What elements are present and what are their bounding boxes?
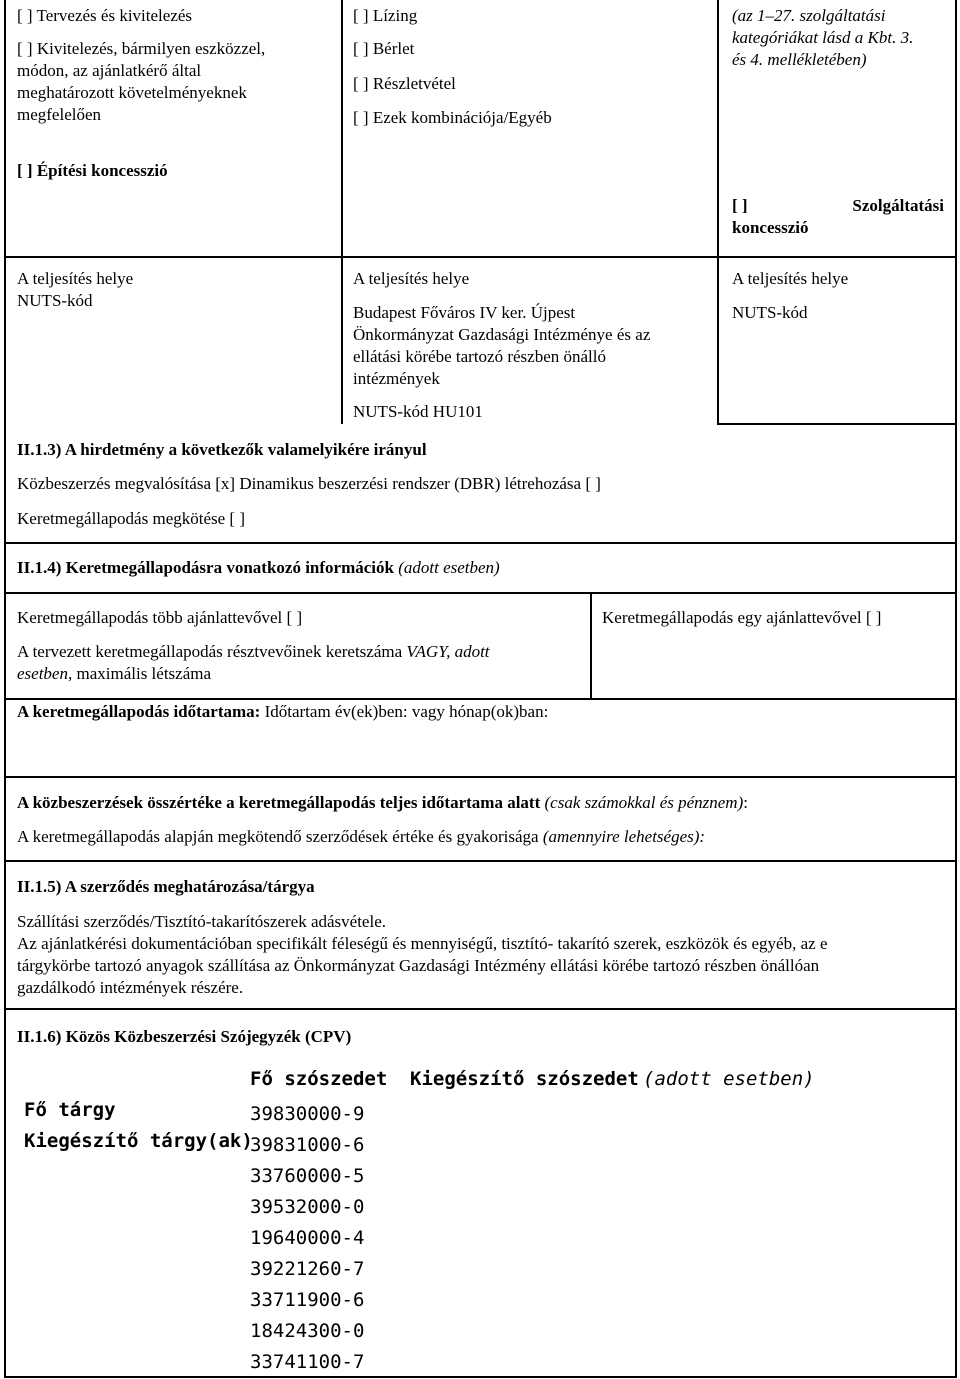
place-line1: Budapest Főváros IV ker. Újpest xyxy=(353,303,576,322)
rule-after-osszerteke xyxy=(4,860,957,862)
option-szolgaltatasi-word: Szolgáltatási xyxy=(852,196,944,215)
nuts-col1-label: A teljesítés helye xyxy=(17,269,134,288)
alapjan-label: A keretmegállapodás alapján megkötendő szerződések értéke és gyakorisága xyxy=(17,827,539,846)
place-line2: Önkormányzat Gazdasági Intézménye és az xyxy=(353,325,651,344)
osszerteke xyxy=(17,792,748,814)
keret-egy: Keretmegállapodás egy ajánlattevővel [ ] xyxy=(602,608,882,627)
section-114-heading xyxy=(17,557,500,579)
option-kivitelezes-line1: [ ] Kivitelezés, bármilyen eszközzel, xyxy=(17,39,266,58)
cpv-code: 33741100-7 xyxy=(250,1351,365,1373)
option-tervezes: [ ] Tervezés és kivitelezés xyxy=(17,6,193,25)
option-kombinacio: [ ] Ezek kombinációja/Egyéb xyxy=(353,108,552,127)
alapjan xyxy=(17,826,705,848)
section-113-heading: II.1.3) A hirdetmény a következők valamelyikére irányul xyxy=(17,440,427,459)
rule-top-row xyxy=(4,256,957,258)
nuts-col1 xyxy=(17,268,133,312)
nuts-col1-code: NUTS-kód xyxy=(17,291,93,310)
rule-after-115 xyxy=(4,1008,957,1010)
nuts-col2-label: A teljesítés helye xyxy=(353,269,470,288)
option-epitesi-koncesszio: [ ] Építési koncesszió xyxy=(17,161,168,180)
cpv-header-kieg-note: (adott esetben) xyxy=(643,1068,815,1090)
osszerteke-colon: : xyxy=(743,793,748,812)
border-left xyxy=(4,0,6,1377)
rule-after-113 xyxy=(4,542,957,544)
option-lizing: [ ] Lízing xyxy=(353,6,418,25)
body-line4: gazdálkodó intézmények részére. xyxy=(17,978,244,997)
body-line1: Szállítási szerződés/Tisztító-takarítószerek adásvétele. xyxy=(17,912,386,931)
cpv-code: 19640000-4 xyxy=(250,1227,365,1249)
section-113-line1: Közbeszerzés megvalósítása [x] Dinamikus beszerzési rendszer (DBR) létrehozása [ ] xyxy=(17,474,601,493)
tervezett-esetben: esetben, xyxy=(17,664,73,683)
body-line3: tárgykörbe tartozó anyagok szállítása az Önkormányzat Gazdasági Intézmény ellátási körébe tartozó részben önállóan xyxy=(17,956,820,975)
border-bottom xyxy=(4,1376,957,1378)
option-kivitelezes xyxy=(17,38,265,126)
section-116-heading: II.1.6) Közös Közbeszerzési Szójegyzék (CPV) xyxy=(17,1027,352,1046)
service-note-line3: és 4. mellékletében) xyxy=(732,50,867,69)
cpv-fo-targy: Fő tárgy xyxy=(24,1099,116,1121)
cpv-code: 33760000-5 xyxy=(250,1165,365,1187)
option-kivitelezes-line2: módon, az ajánlatkérő által xyxy=(17,61,202,80)
divider-nuts-col23 xyxy=(717,258,719,424)
border-right xyxy=(955,0,957,1377)
tervezett-text-a: A tervezett keretmegállapodás résztvevőinek keretszáma xyxy=(17,642,403,661)
rule-after-idotartam xyxy=(4,776,957,778)
cpv-kieg-targy: Kiegészítő tárgy(ak) xyxy=(24,1130,253,1152)
cpv-header-kieg xyxy=(410,1068,815,1091)
keret-idotartam xyxy=(17,701,548,723)
place-line3: ellátási körébe tartozó részben önálló xyxy=(353,347,606,366)
section-113-line2: Keretmegállapodás megkötése [ ] xyxy=(17,509,245,528)
option-reszletvetel: [ ] Részletvétel xyxy=(353,74,456,93)
section-114-title: II.1.4) Keretmegállapodásra vonatkozó információk xyxy=(17,558,394,577)
nuts-col2-code: NUTS-kód HU101 xyxy=(353,402,483,421)
rule-nuts-col3-bottom xyxy=(717,423,957,425)
keret-tervezett xyxy=(17,641,577,685)
body-line2: Az ajánlatkérési dokumentációban specifikált féleségű és mennyiségű, tisztító- takarító szerek, eszközök és egyéb, az e xyxy=(17,934,828,953)
nuts-col2-place xyxy=(353,302,650,390)
section-114-note: (adott esetben) xyxy=(398,558,500,577)
section-115-body xyxy=(17,911,947,999)
nuts-col3-code: NUTS-kód xyxy=(732,303,808,322)
cpv-code: 39830000-9 xyxy=(250,1103,365,1125)
option-kivitelezes-line3: meghatározott követelményeknek xyxy=(17,83,247,102)
option-szolgaltatasi-koncesszio: koncesszió xyxy=(732,218,809,237)
idotartam-value: Időtartam év(ek)ben: vagy hónap(ok)ban: xyxy=(264,702,549,721)
divider-top-col12 xyxy=(341,0,343,258)
rule-after-114-heading xyxy=(4,592,957,594)
cpv-code: 39532000-0 xyxy=(250,1196,365,1218)
divider-top-col23 xyxy=(717,0,719,258)
cpv-code: 39221260-7 xyxy=(250,1258,365,1280)
divider-nuts-col12 xyxy=(341,258,343,424)
tervezett-vagy: VAGY, adott xyxy=(406,642,490,661)
cpv-code: 33711900-6 xyxy=(250,1289,365,1311)
keret-tobb: Keretmegállapodás több ajánlattevővel [ ] xyxy=(17,608,303,627)
cpv-code: 39831000-6 xyxy=(250,1134,365,1156)
section-115-heading: II.1.5) A szerződés meghatározása/tárgya xyxy=(17,877,315,896)
place-line4: intézmények xyxy=(353,369,440,388)
nuts-col3-label: A teljesítés helye xyxy=(732,269,849,288)
idotartam-label: A keretmegállapodás időtartama: xyxy=(17,702,261,721)
service-note-line2: kategóriákat lásd a Kbt. 3. xyxy=(732,28,914,47)
divider-keret-col xyxy=(590,592,592,700)
service-note-line1: (az 1–27. szolgáltatási xyxy=(732,6,886,25)
rule-keret-bottom xyxy=(4,698,957,700)
cpv-header-fo: Fő szószedet xyxy=(250,1068,388,1090)
cpv-code-list xyxy=(250,1099,364,1378)
option-kivitelezes-line4: megfelelően xyxy=(17,105,102,124)
service-category-note xyxy=(732,5,913,71)
cpv-code: 18424300-0 xyxy=(250,1320,365,1342)
osszerteke-note: (csak számokkal és pénznem) xyxy=(544,793,744,812)
cpv-header-kieg-label: Kiegészítő szószedet xyxy=(410,1068,639,1090)
alapjan-note: (amennyire lehetséges): xyxy=(542,827,706,846)
osszerteke-label: A közbeszerzések összértéke a keretmegállapodás teljes időtartama alatt xyxy=(17,793,541,812)
tervezett-text-b: maximális létszáma xyxy=(76,664,212,683)
option-berlet: [ ] Bérlet xyxy=(353,39,415,58)
option-szolgaltatasi-bracket: [ ] xyxy=(732,196,748,215)
